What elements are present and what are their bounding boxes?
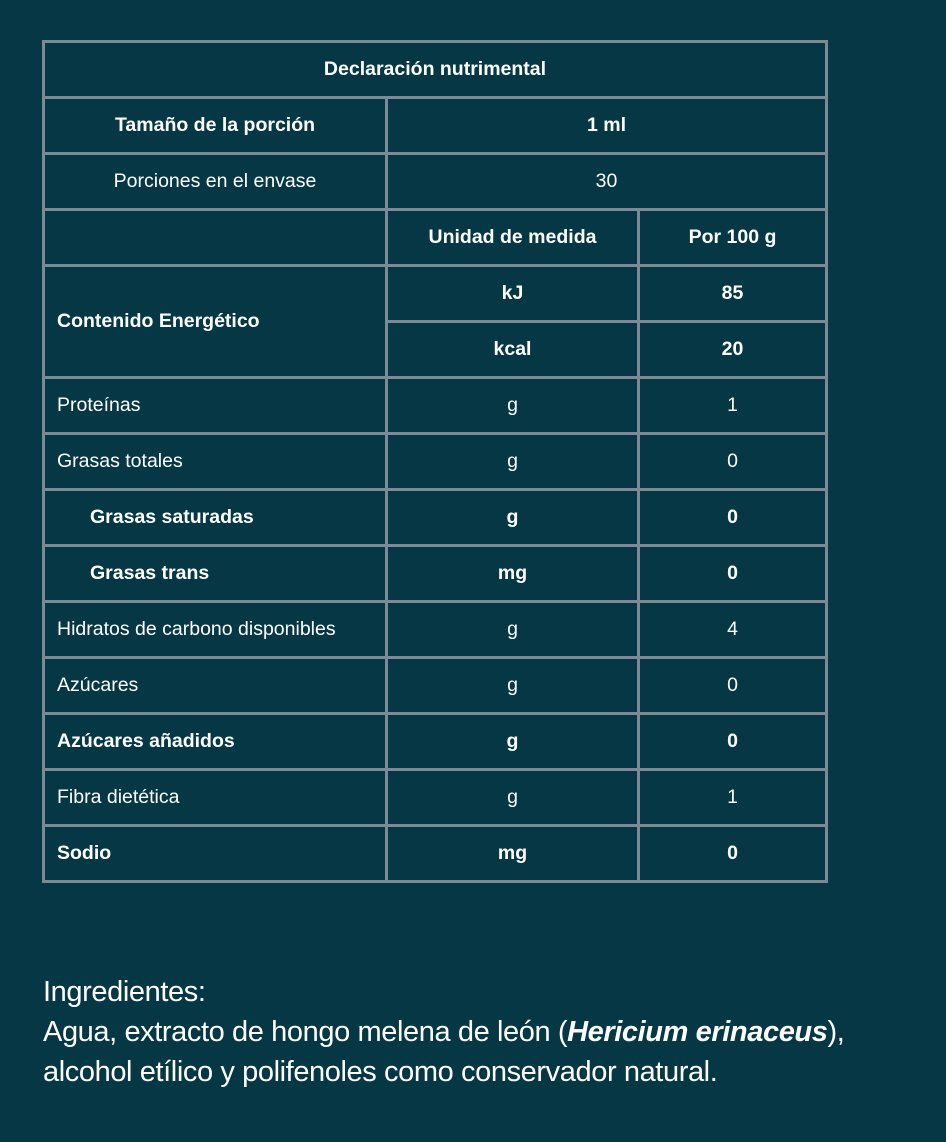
row-unit: g	[387, 658, 639, 714]
servings-value: 30	[387, 154, 827, 210]
ingredients-text: ),	[827, 1016, 845, 1048]
ingredients-heading: Ingredientes:	[43, 976, 206, 1008]
row-unit: mg	[387, 546, 639, 602]
row-unit: g	[387, 378, 639, 434]
row-unit: g	[387, 714, 639, 770]
row-value: 0	[639, 546, 827, 602]
table-row	[44, 266, 827, 322]
row-unit: g	[387, 602, 639, 658]
row-label: Azúcares	[44, 658, 387, 714]
empty-header	[44, 210, 387, 266]
portion-label: Tamaño de la porción	[44, 98, 387, 154]
row-label: Hidratos de carbono disponibles	[44, 602, 387, 658]
row-label: Grasas totales	[44, 434, 387, 490]
energy-label: Contenido Energético	[44, 266, 387, 378]
row-unit: g	[387, 434, 639, 490]
table-row	[44, 378, 827, 434]
row-value: 0	[639, 490, 827, 546]
row-label: Grasas saturadas	[44, 490, 387, 546]
row-value: 0	[639, 434, 827, 490]
energy-unit: kJ	[387, 266, 639, 322]
row-value: 0	[639, 826, 827, 882]
ingredients-text: Agua, extracto de hongo melena de león (	[43, 1016, 568, 1048]
row-value: 1	[639, 378, 827, 434]
row-value: 0	[639, 658, 827, 714]
portion-value: 1 ml	[387, 98, 827, 154]
scientific-name: Hericium erinaceus	[567, 1016, 828, 1048]
row-unit: g	[387, 770, 639, 826]
row-label: Fibra dietética	[44, 770, 387, 826]
row-value: 0	[639, 714, 827, 770]
table-row	[44, 490, 827, 546]
unit-header: Unidad de medida	[387, 210, 639, 266]
row-unit: g	[387, 490, 639, 546]
row-unit: mg	[387, 826, 639, 882]
table-row	[44, 602, 827, 658]
nutrition-table	[42, 40, 828, 883]
table-row	[44, 770, 827, 826]
servings-label: Porciones en el envase	[44, 154, 387, 210]
table-row	[44, 546, 827, 602]
row-label: Azúcares añadidos	[44, 714, 387, 770]
table-row	[44, 714, 827, 770]
energy-unit: kcal	[387, 322, 639, 378]
table-row	[44, 826, 827, 882]
per100-header: Por 100 g	[639, 210, 827, 266]
ingredients-line-1	[43, 1012, 943, 1052]
row-label: Proteínas	[44, 378, 387, 434]
row-label: Sodio	[44, 826, 387, 882]
ingredients	[43, 972, 943, 1092]
row-value: 1	[639, 770, 827, 826]
table-row	[44, 434, 827, 490]
energy-value: 20	[639, 322, 827, 378]
energy-value: 85	[639, 266, 827, 322]
row-label: Grasas trans	[44, 546, 387, 602]
table-row	[44, 658, 827, 714]
row-value: 4	[639, 602, 827, 658]
ingredients-line-2: alcohol etílico y polifenoles como conservador natural.	[43, 1056, 718, 1088]
table-title: Declaración nutrimental	[44, 42, 827, 98]
